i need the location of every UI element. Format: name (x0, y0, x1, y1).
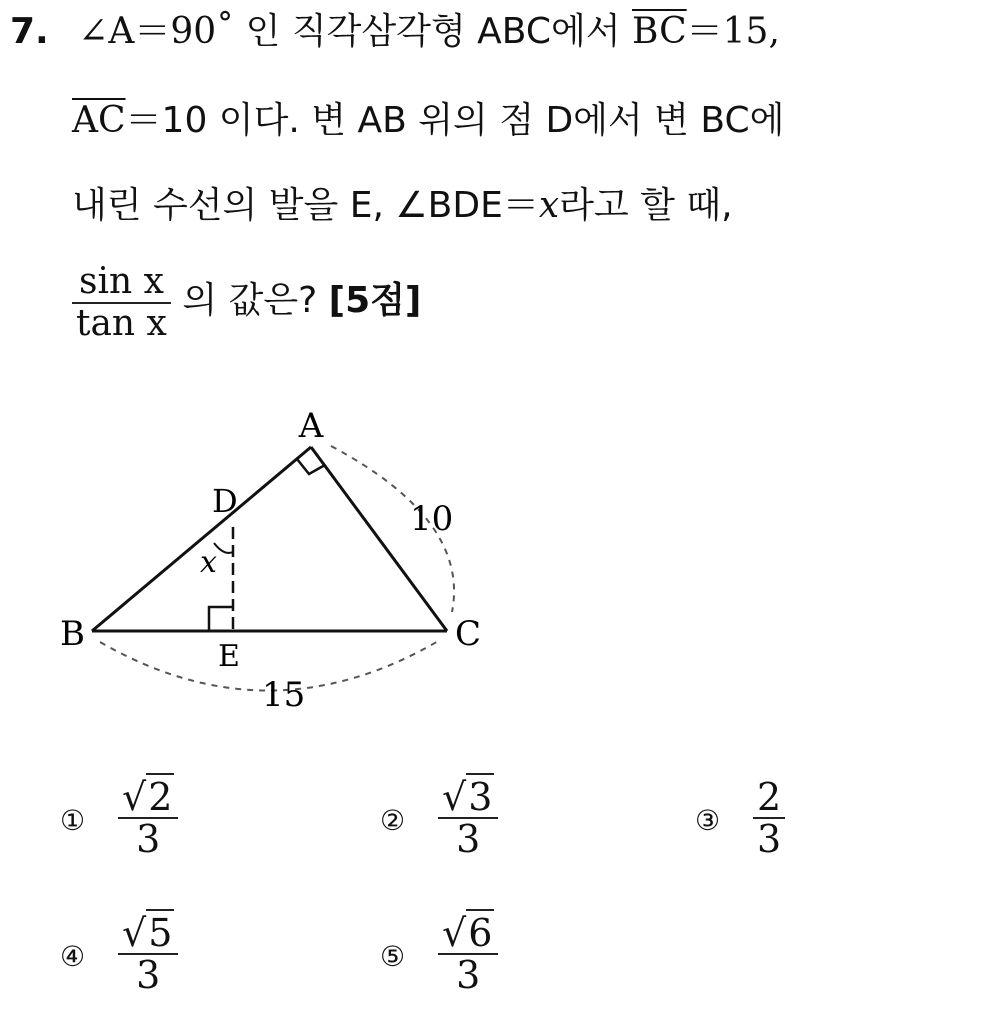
choice-marker: ⑤ (380, 940, 406, 973)
choice-marker: ③ (695, 804, 721, 837)
choice-denominator: 3 (136, 953, 161, 997)
choice-fraction (753, 777, 785, 859)
line2-text: ＝10 이다. 변 AB 위의 점 D에서 변 BC에 (125, 100, 785, 141)
choice-numerator (438, 913, 498, 955)
choice-marker: ④ (60, 940, 86, 973)
choice-fraction (118, 913, 178, 995)
question-text: 의 값은? (170, 280, 329, 321)
point-label-e: E (218, 639, 240, 674)
line1-value: ＝15, (686, 11, 780, 52)
sqrt-symbol: √5 (122, 911, 173, 955)
side-ac (311, 447, 447, 631)
choice-denominator: 3 (456, 953, 481, 997)
choice-fraction (438, 913, 498, 995)
sqrt-symbol: √6 (442, 911, 493, 955)
choice-fraction (118, 777, 178, 859)
fraction-denominator: tan x (76, 303, 167, 344)
sqrt-symbol: √2 (122, 775, 173, 819)
side-ab (92, 447, 311, 631)
angle-label-x: x (200, 545, 217, 580)
choice-denominator: 3 (136, 817, 161, 861)
problem-number: 7. (10, 11, 49, 52)
vertex-label-b: B (60, 614, 85, 654)
sqrt-symbol: √3 (442, 775, 493, 819)
segment-bc: $\overline{BC}$ (631, 11, 687, 52)
score-label: [5점] (328, 280, 422, 321)
segment-ac: $\overline{AC}$ (72, 100, 126, 141)
choice-numerator: 2 (753, 777, 785, 819)
point-label-d: D (212, 482, 238, 520)
bc-length-label: 15 (262, 675, 306, 715)
variable-x: x (538, 185, 560, 226)
right-angle-mark-e (209, 607, 233, 631)
line3-text: 내린 수선의 발을 E, ∠BDE＝ (72, 185, 539, 226)
choice-fraction (438, 777, 498, 859)
choice-numerator (438, 777, 498, 819)
choice-numerator (118, 913, 178, 955)
vertex-label-c: C (455, 614, 482, 654)
choice-numerator (118, 777, 178, 819)
choice-denominator: 3 (456, 817, 481, 861)
line1-text: 인 직각삼각형 ABC에서 (234, 11, 632, 52)
fraction-numerator: sin x (72, 262, 171, 304)
vertex-label-a: A (298, 406, 324, 446)
choice-denominator: 3 (757, 817, 782, 861)
choice-marker: ② (380, 804, 406, 837)
ac-length-label: 10 (410, 499, 454, 539)
choice-marker: ① (60, 804, 86, 837)
angle-condition: ∠A＝90˚ (78, 11, 235, 52)
line3-text-end: 라고 할 때, (559, 185, 733, 226)
